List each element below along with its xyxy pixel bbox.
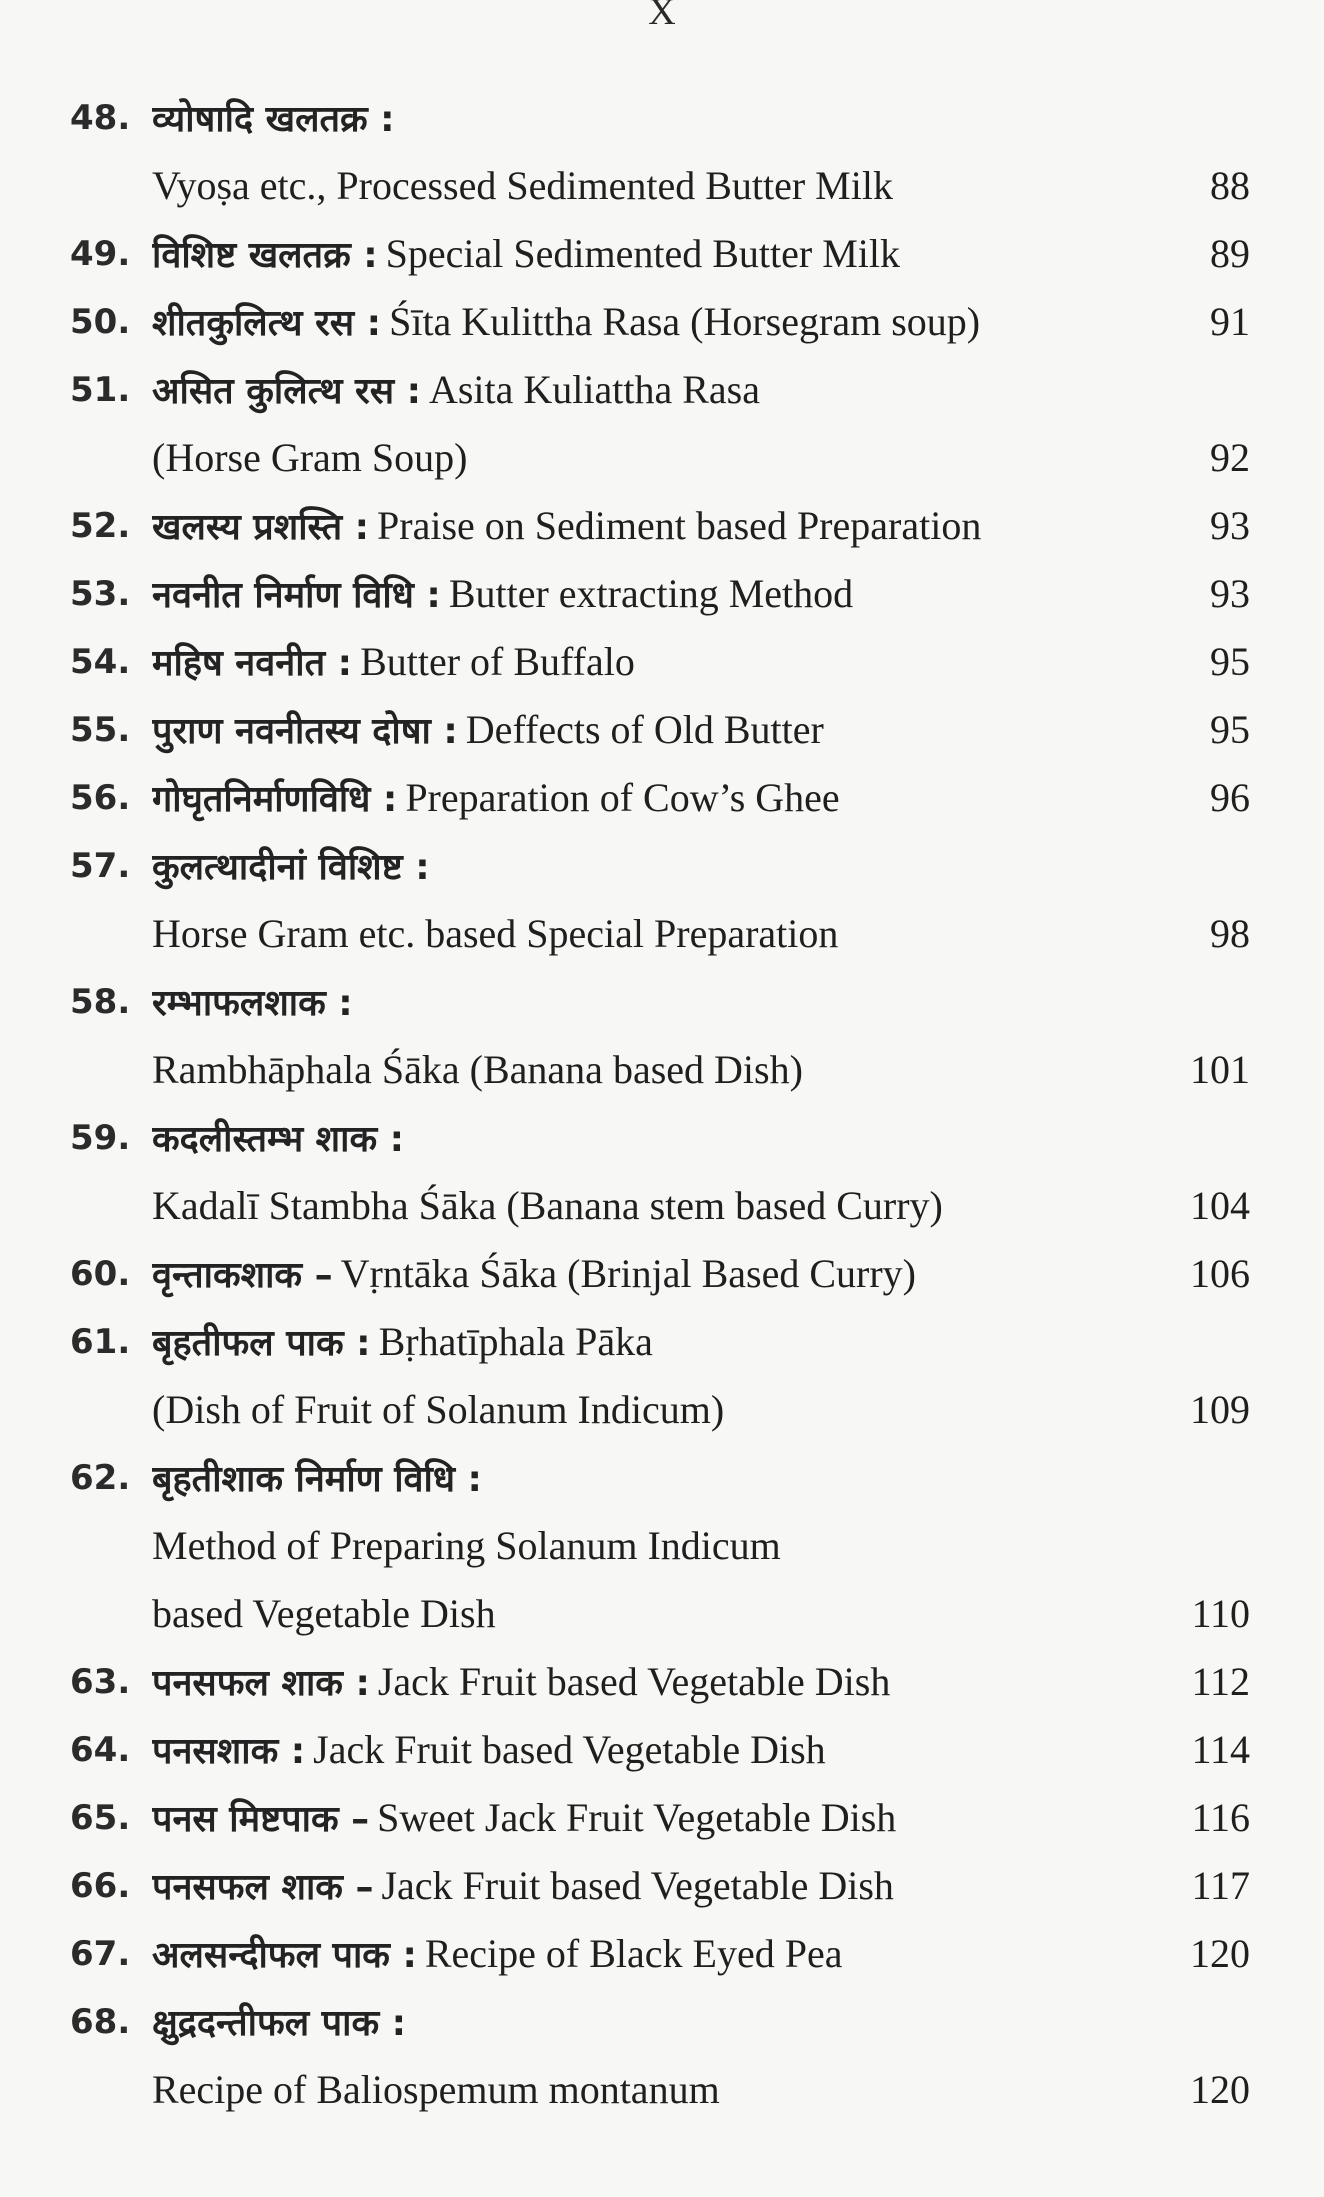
entry-title — [152, 1172, 1172, 1242]
sanskrit-title: बृहतीफल पाक : — [152, 1323, 371, 1364]
toc-line — [70, 356, 1250, 424]
entry-number: 67. — [70, 1934, 131, 1974]
english-title: (Dish of Fruit of Solanum Indicum) — [152, 1387, 725, 1432]
entry-title — [152, 1104, 1172, 1174]
entry-title — [152, 288, 1172, 358]
page-number: 110 — [1191, 1591, 1250, 1636]
entry-title — [152, 900, 1172, 970]
english-title: Sweet Jack Fruit Vegetable Dish — [377, 1795, 897, 1840]
page-number: 92 — [1210, 435, 1250, 480]
toc-line — [70, 1376, 1250, 1444]
entry-number: 52. — [70, 506, 131, 546]
sanskrit-title: पनस मिष्टपाक – — [152, 1799, 370, 1840]
sanskrit-title: कदलीस्तम्भ शाक : — [152, 1119, 405, 1160]
entry-number: 59. — [70, 1118, 131, 1158]
page-number: 93 — [1210, 503, 1250, 548]
toc-line — [70, 628, 1250, 696]
sanskrit-title: वृन्ताकशाक – — [152, 1255, 333, 1296]
entry-number: 60. — [70, 1254, 131, 1294]
sanskrit-title: रम्भाफलशाक : — [152, 983, 353, 1024]
sanskrit-title: पनसफल शाक : — [152, 1663, 370, 1704]
entry-number: 55. — [70, 710, 131, 750]
toc-line — [70, 84, 1250, 152]
toc-line — [70, 1104, 1250, 1172]
english-title: Special Sedimented Butter Milk — [385, 231, 901, 276]
entry-number: 54. — [70, 642, 131, 682]
english-title: Śīta Kulittha Rasa (Horsegram soup) — [389, 299, 981, 344]
toc-line — [70, 1580, 1250, 1648]
toc-line — [70, 1172, 1250, 1240]
sanskrit-title: पुराण नवनीतस्य दोषा : — [152, 711, 458, 752]
entry-title — [152, 1308, 1172, 1378]
entry-number: 53. — [70, 574, 131, 614]
sanskrit-title: कुलत्थादीनां विशिष्ट : — [152, 847, 430, 888]
sanskrit-title: पनसशाक : — [152, 1731, 306, 1772]
toc-line — [70, 1784, 1250, 1852]
english-title: based Vegetable Dish — [152, 1591, 496, 1636]
english-title: Butter of Buffalo — [360, 639, 635, 684]
english-title: Kadalī Stambha Śāka (Banana stem based Curry) — [152, 1183, 943, 1228]
toc-line — [70, 1512, 1250, 1580]
toc-line — [70, 152, 1250, 220]
entry-title — [152, 1580, 1172, 1650]
sanskrit-title: क्षुद्रदन्तीफल पाक : — [152, 2003, 407, 2044]
entry-title — [152, 696, 1172, 766]
toc-line — [70, 1920, 1250, 1988]
sanskrit-title: पनसफल शाक – — [152, 1867, 374, 1908]
english-title: Jack Fruit based Vegetable Dish — [381, 1863, 894, 1908]
english-title: Vṛntāka Śāka (Brinjal Based Curry) — [340, 1251, 916, 1296]
entry-title — [152, 1240, 1172, 1310]
sanskrit-title: अलसन्दीफल पाक : — [152, 1935, 417, 1976]
english-title: Praise on Sediment based Preparation — [377, 503, 982, 548]
sanskrit-title: नवनीत निर्माण विधि : — [152, 575, 441, 616]
english-title: Vyoṣa etc., Processed Sedimented Butter Milk — [152, 163, 893, 208]
toc-line — [70, 1308, 1250, 1376]
page-number: 95 — [1210, 639, 1250, 684]
entry-number: 68. — [70, 2002, 131, 2042]
page-number: 114 — [1191, 1727, 1250, 1772]
page-number: 96 — [1210, 775, 1250, 820]
entry-title — [152, 356, 1172, 426]
entry-title — [152, 1716, 1172, 1786]
toc-line — [70, 1444, 1250, 1512]
entry-number: 66. — [70, 1866, 131, 1906]
english-title: Rambhāphala Śāka (Banana based Dish) — [152, 1047, 803, 1092]
toc-line — [70, 424, 1250, 492]
english-title: Butter extracting Method — [448, 571, 854, 616]
entry-title — [152, 1648, 1172, 1718]
entry-number: 61. — [70, 1322, 131, 1362]
entry-title — [152, 424, 1172, 494]
page-number: 88 — [1210, 163, 1250, 208]
page-number: 104 — [1190, 1183, 1250, 1228]
sanskrit-title: महिष नवनीत : — [152, 643, 353, 684]
sanskrit-title: खलस्य प्रशस्ति : — [152, 507, 370, 548]
toc-line — [70, 288, 1250, 356]
english-title: Method of Preparing Solanum Indicum — [152, 1523, 781, 1568]
entry-title — [152, 152, 1172, 222]
toc-line — [70, 1988, 1250, 2056]
entry-number: 64. — [70, 1730, 131, 1770]
entry-title — [152, 968, 1172, 1038]
entry-title — [152, 1512, 1172, 1582]
toc-line — [70, 220, 1250, 288]
entry-title — [152, 1376, 1172, 1446]
page-number: 95 — [1210, 707, 1250, 752]
entry-number: 65. — [70, 1798, 131, 1838]
toc-line — [70, 696, 1250, 764]
toc-line — [70, 2056, 1250, 2124]
entry-title — [152, 764, 1172, 834]
page-number: 93 — [1210, 571, 1250, 616]
page-number: 112 — [1191, 1659, 1250, 1704]
toc-line — [70, 1716, 1250, 1784]
page-number: 106 — [1190, 1251, 1250, 1296]
entry-number: 51. — [70, 370, 131, 410]
entry-title — [152, 220, 1172, 290]
entry-title — [152, 1852, 1172, 1922]
entry-title — [152, 492, 1172, 562]
toc-line — [70, 764, 1250, 832]
entry-title — [152, 84, 1172, 154]
english-title: Jack Fruit based Vegetable Dish — [377, 1659, 891, 1704]
toc-line — [70, 968, 1250, 1036]
english-title: Bṛhatīphala Pāka — [378, 1319, 653, 1364]
toc-line — [70, 1036, 1250, 1104]
entry-number: 48. — [70, 98, 131, 138]
entry-title — [152, 560, 1172, 630]
entry-title — [152, 1988, 1172, 2058]
toc-line — [70, 832, 1250, 900]
english-title: Deffects of Old Butter — [465, 707, 824, 752]
english-title: Preparation of Cow’s Ghee — [405, 775, 840, 820]
entry-number: 62. — [70, 1458, 131, 1498]
sanskrit-title: शीतकुलित्थ रस : — [152, 303, 382, 344]
entry-number: 56. — [70, 778, 131, 818]
entry-number: 58. — [70, 982, 131, 1022]
entry-number: 50. — [70, 302, 131, 342]
toc-line — [70, 1240, 1250, 1308]
english-title: (Horse Gram Soup) — [152, 435, 468, 480]
entry-title — [152, 1036, 1172, 1106]
page-number: 91 — [1210, 299, 1250, 344]
entry-title — [152, 1920, 1172, 1990]
entry-title — [152, 832, 1172, 902]
english-title: Recipe of Black Eyed Pea — [424, 1931, 843, 1976]
entry-title — [152, 628, 1172, 698]
entry-number: 57. — [70, 846, 131, 886]
entry-title — [152, 2056, 1172, 2126]
sanskrit-title: व्योषादि खलतक्र : — [152, 99, 395, 140]
entry-title — [152, 1784, 1172, 1854]
sanskrit-title: असित कुलित्थ रस : — [152, 371, 421, 412]
entry-number: 49. — [70, 234, 131, 274]
page-number: 89 — [1210, 231, 1250, 276]
toc-line — [70, 560, 1250, 628]
sanskrit-title: गोघृतनिर्माणविधि : — [152, 779, 398, 820]
sanskrit-title: विशिष्ट खलतक्र : — [152, 235, 378, 276]
english-title: Recipe of Baliospemum montanum — [152, 2067, 720, 2112]
page-number: 101 — [1190, 1047, 1250, 1092]
toc-line — [70, 900, 1250, 968]
english-title: Horse Gram etc. based Special Preparation — [152, 911, 839, 956]
entry-title — [152, 1444, 1172, 1514]
page-number: 98 — [1210, 911, 1250, 956]
entry-number: 63. — [70, 1662, 131, 1702]
page-number: 120 — [1190, 2067, 1250, 2112]
page-header-roman-numeral: X — [648, 0, 676, 33]
page-number: 109 — [1190, 1387, 1250, 1432]
page-number: 117 — [1191, 1863, 1250, 1908]
toc-line — [70, 1852, 1250, 1920]
toc-line — [70, 492, 1250, 560]
english-title: Asita Kuliattha Rasa — [428, 367, 761, 412]
page-number: 116 — [1191, 1795, 1250, 1840]
table-of-contents — [70, 84, 1250, 2124]
sanskrit-title: बृहतीशाक निर्माण विधि : — [152, 1459, 482, 1500]
toc-line — [70, 1648, 1250, 1716]
english-title: Jack Fruit based Vegetable Dish — [313, 1727, 826, 1772]
page-number: 120 — [1190, 1931, 1250, 1976]
